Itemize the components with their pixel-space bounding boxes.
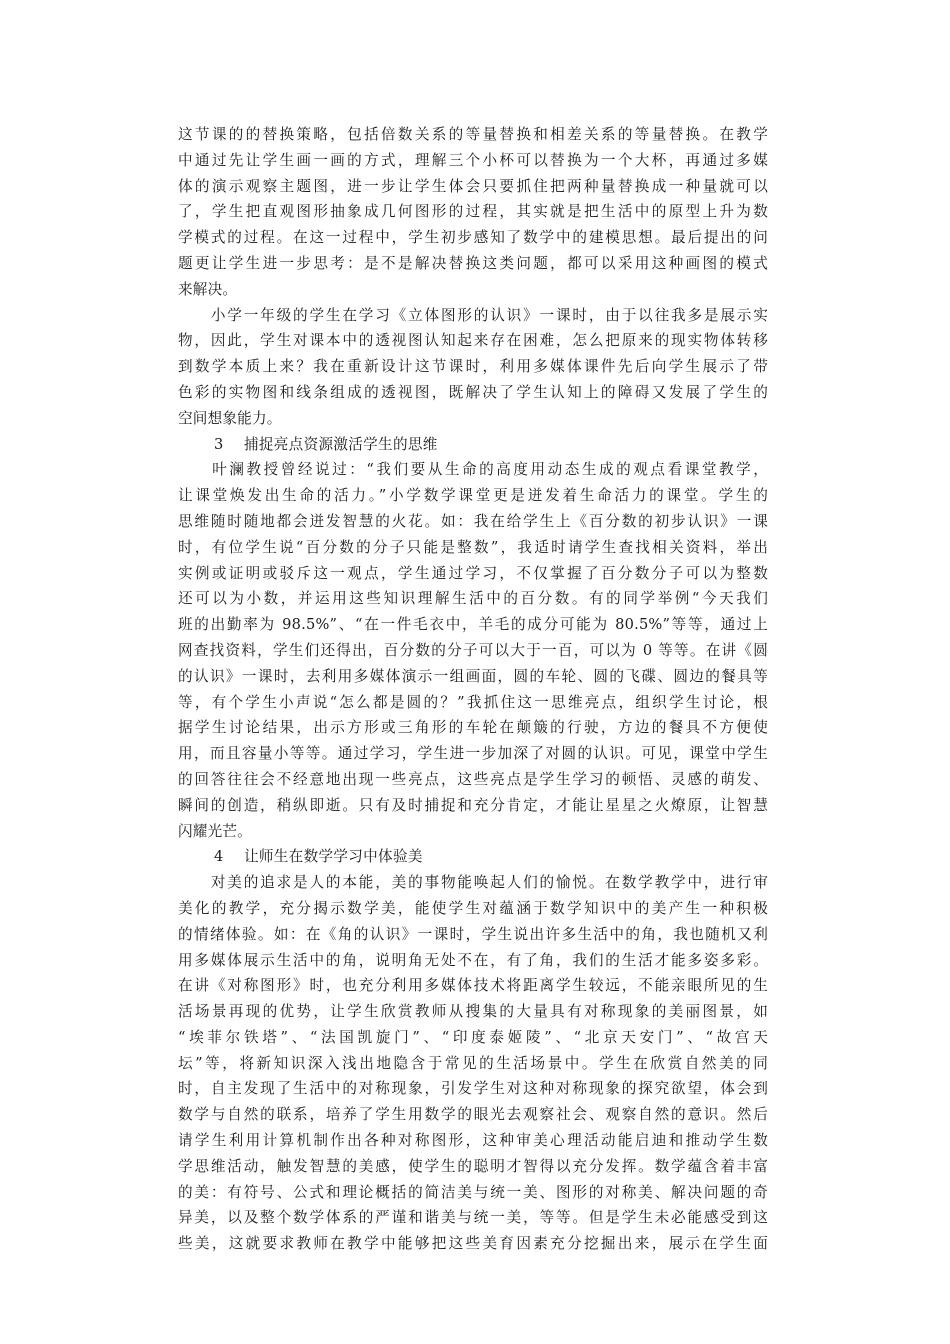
document-page	[178, 122, 768, 1257]
text-line: 到数学本质上来？我在重新设计这节课时，利用多媒体课件先后向学生展示了带	[178, 358, 768, 376]
text-line: 学模式的过程。在这一过程中，学生初步感知了数学中的建模思想。最后提出的问	[178, 229, 768, 247]
text-line: 坛”等，将新知识深入浅出地隐含于常见的生活场景中。学生在欣赏自然美的同	[178, 1054, 768, 1072]
text-line: 据学生讨论结果，出示方形或三角形的车轮在颠簸的行驶，方边的餐具不方便使	[178, 719, 768, 737]
text-line: 美化的教学，充分揭示数学美，能使学生对蕴涵于数学知识中的美产生一种积极	[178, 899, 768, 917]
text-line: 小学一年级的学生在学习《立体图形的认识》一课时，由于以往我多是展示实	[178, 306, 768, 324]
text-line: 中通过先让学生画一画的方式，理解三个小杯可以替换为一个大杯，再通过多媒	[178, 151, 768, 169]
section-heading	[178, 432, 768, 458]
text-line: 叶澜教授曾经说过：“我们要从生命的高度用动态生成的观点看课堂教学，	[178, 461, 768, 479]
text-line: 色彩的实物图和线条组成的透视图，既解决了学生认知上的障碍又发展了学生的	[178, 383, 768, 401]
text-line: 请学生利用计算机制作出各种对称图形，这种审美心理活动能启迪和推动学生数	[178, 1132, 768, 1150]
text-line: 用多媒体展示生活中的角，说明角无处不在，有了角，我们的生活才能多姿多彩。	[178, 951, 768, 969]
text-line: 时，自主发现了生活中的对称现象，引发学生对这种对称现象的探究欲望，体会到	[178, 1080, 768, 1098]
text-line: 网查找资料，学生们还得出，百分数的分子可以大于一百，可以为 0 等等。在讲《圆	[178, 641, 768, 659]
text-line: 物，因此，学生对课本中的透视图认知起来存在困难，怎么把原来的现实物体转移	[178, 332, 768, 350]
text-line: 空间想象能力。	[178, 409, 282, 427]
text-line: 体的演示观察主题图，进一步让学生体会只要抓住把两种量替换成一种量就可以	[178, 177, 768, 195]
text-line: 活场景再现的优势，让学生欣赏教师从搜集的大量具有对称现象的美丽图景，如	[178, 1003, 768, 1021]
text-line: 了，学生把直观图形抽象成几何图形的过程，其实就是把生活中的原型上升为数	[178, 203, 768, 221]
text-line: 实例或证明或驳斥这一观点，学生通过学习，不仅掌握了百分数分子可以为整数	[178, 564, 768, 582]
section-number: 3	[214, 435, 224, 453]
text-line: 数学与自然的联系，培养了学生用数学的眼光去观察社会、观察自然的意识。然后	[178, 1106, 768, 1124]
text-line: 班的出勤率为 98.5%”、“在一件毛衣中，羊毛的成分可能为 80.5%”等等，通过上	[178, 616, 768, 634]
text-line: 在讲《对称图形》时，也充分利用多媒体技术将距离学生较远，不能亲眼所见的生	[178, 977, 768, 995]
text-line: 异美，以及整个数学体系的严谨和谐美与统一美，等等。但是学生未必能感受到这	[178, 1209, 768, 1227]
text-line: 些美，这就要求教师在教学中能够把这些美育因素充分挖掘出来，展示在学生面	[178, 1235, 768, 1253]
section-number: 4	[214, 848, 224, 866]
text-line: 的美：有符号、公式和理论概括的简洁美与统一美、图形的对称美、解决问题的奇	[178, 1183, 768, 1201]
text-line: 闪耀光芒。	[178, 822, 252, 840]
text-line: 题更让学生进一步思考：是不是解决替换这类问题，都可以采用这种画图的模式	[178, 254, 768, 272]
text-line: 让课堂焕发出生命的活力。”小学数学课堂更是迸发着生命活力的课堂。学生的	[178, 487, 768, 505]
text-line: 的回答往往会不经意地出现一些亮点，这些亮点是学生学习的顿悟、灵感的萌发、	[178, 770, 768, 788]
text-line: 的情绪体验。如：在《角的认识》一课时，学生说出许多生活中的角，我也随机又利	[178, 925, 768, 943]
text-line: 这节课的的替换策略，包括倍数关系的等量替换和相差关系的等量替换。在教学	[178, 126, 768, 143]
section-heading	[178, 844, 768, 870]
text-line: 用，而且容量小等等。通过学习，学生进一步加深了对圆的认识。可见，课堂中学生	[178, 745, 768, 763]
text-line: 还可以为小数，并运用这些知识理解生活中的百分数。有的同学举例“今天我们	[178, 590, 768, 608]
section-title: 捕捉亮点资源激活学生的思维	[244, 435, 438, 453]
section-title: 让师生在数学学习中体验美	[244, 848, 423, 866]
text-line: 时，有位学生说“百分数的分子只能是整数”，我适时请学生查找相关资料，举出	[178, 538, 768, 556]
text-line: “埃菲尔铁塔”、“法国凯旋门”、“印度泰姬陵”、“北京天安门”、“故宫天	[178, 1028, 768, 1046]
text-line: 思维随时随地都会迸发智慧的火花。如：我在给学生上《百分数的初步认识》一课	[178, 512, 768, 530]
text-line: 等，有个学生小声说“怎么都是圆的？”我抓住这一思维亮点，组织学生讨论，根	[178, 693, 768, 711]
text-line: 瞬间的创造，稍纵即逝。只有及时捕捉和充分肯定，才能让星星之火燎原，让智慧	[178, 796, 768, 814]
text-line: 学思维活动，触发智慧的美感，使学生的聪明才智得以充分发挥。数学蕴含着丰富	[178, 1157, 768, 1175]
text-line: 来解决。	[178, 280, 238, 298]
text-line: 的认识》一课时，去利用多媒体演示一组画面，圆的车轮、圆的飞碟、圆边的餐具等	[178, 667, 768, 685]
text-line: 对美的追求是人的本能，美的事物能唤起人们的愉悦。在数学教学中，进行审	[178, 874, 768, 892]
